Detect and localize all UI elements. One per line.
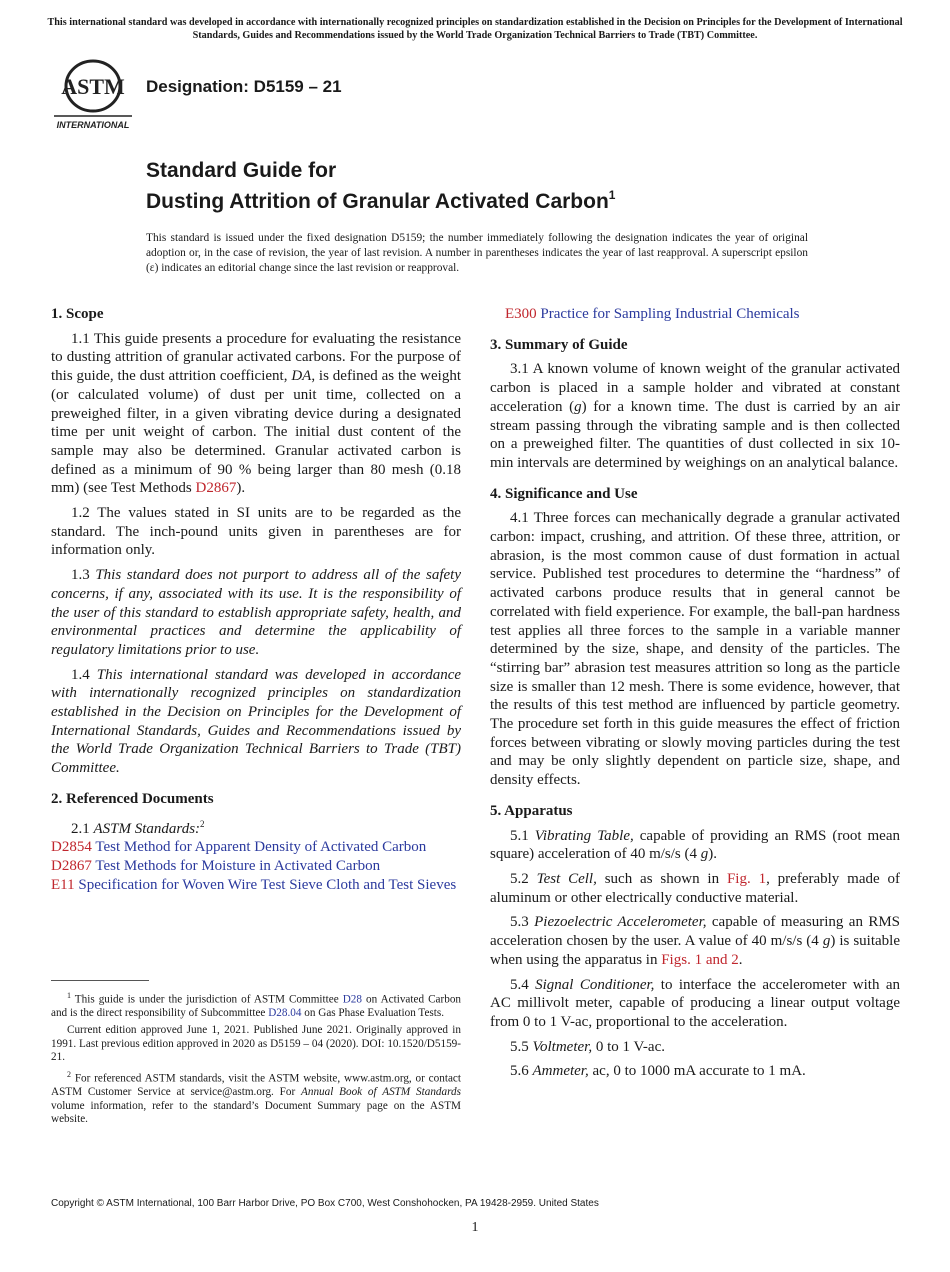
footnotes — [51, 980, 461, 1130]
scope-1-1: 1.1 This guide presents a procedure for evaluating the resistance to dusting attrition of granular activated carbons. For the purpose of this guide, the dust attrition coefficient, DA, is defined as the weight (or calculated volume) of dust per unit time, collected on a preweighed filter, in a given vibrating device during a designated time per unit weight of carbon. The initial dust content of the sample may also be determined. Granular activated carbon is defined as a minimum of 90 % being larger than 80 mesh (0.18 mm) (see Test Methods D2867). — [51, 330, 461, 497]
summary-heading: 3. Summary of Guide — [490, 336, 628, 353]
footnote-1-edition: Current edition approved June 1, 2021. Published June 2021. Originally approved in 1991. Last previous edition approved in 2020 as D5159 – 04 (2020). DOI: 10.1520/D5159-21. — [51, 1023, 461, 1064]
copyright: Copyright © ASTM International, 100 Barr Harbor Drive, PO Box C700, West Conshohocken, PA 19428-2959. United States — [51, 1198, 599, 1209]
ref-d2867[interactable]: D2867 Test Methods for Moisture in Activated Carbon — [51, 857, 381, 874]
scope-1-2: 1.2 The values stated in SI units are to be regarded as the standard. The inch-pound units given in parentheses are for information only. — [51, 505, 461, 559]
footnote-1: $^1$ This guide is under the jurisdiction of ASTM Committee D28 on Activated Carbon and is the direct responsibility of Subcommittee D28.04 on Gas Phase Evaluation Tests. — [51, 991, 462, 1020]
left-column — [51, 305, 461, 906]
scope-heading: 1. Scope — [51, 306, 104, 322]
section-significance — [490, 485, 900, 790]
designation: Designation: D5159 – 21 — [146, 77, 342, 96]
referenced-heading: 2. Referenced Documents — [51, 790, 214, 807]
section-scope — [51, 305, 461, 778]
title-line-1: Standard Guide for — [146, 159, 337, 182]
apparatus-5-4: 5.4 Signal Conditioner, to interface the accelerometer with an AC millivolt meter, capable of producing a linear output voltage from 0 to 1 V-ac, proportional to the acceleration. — [490, 976, 900, 1030]
title-line-2: Dusting Attrition of Granular Activated Carbon$^1$ — [146, 188, 616, 213]
significance-heading: 4. Significance and Use — [490, 485, 638, 502]
ref-d2854[interactable]: D2854 Test Method for Apparent Density of Activated Carbon — [51, 839, 427, 856]
apparatus-5-2: 5.2 Test Cell, such as shown in Fig. 1, preferably made of aluminum or other electrically conductive material. — [490, 870, 900, 906]
footnote-rule — [51, 980, 149, 981]
scope-1-3: 1.3 This standard does not purport to address all of the safety concerns, if any, associated with its use. It is the responsibility of the user of this standard to establish appropriate safety, health, and environmental practices and determine the applicability of regulatory limitations prior to use. — [51, 567, 462, 658]
scope-1-4: 1.4 This international standard was developed in accordance with internationally recognized principles on standardization established in the Decision on Principles for the Development of International Standards, Guides and Recommendations issued by the World Trade Organization Technical Barriers to Trade (TBT) Committee. — [51, 666, 462, 777]
page-number: 1 — [471, 1220, 479, 1235]
section-summary — [490, 336, 900, 473]
apparatus-5-1: 5.1 Vibrating Table, capable of providing an RMS (root mean square) acceleration of 40 m/s/s (4 g). — [490, 827, 900, 863]
link-fig-1[interactable]: Fig. 1 — [726, 870, 767, 887]
footnote-2: $^2$ For referenced ASTM standards, visit the ASTM website, www.astm.org, or contact ASTM Customer Service at service@astm.org. For Annual Book of ASTM Standards volume information, refer to the standard’s Document Summary page on the ASTM website. — [51, 1069, 461, 1126]
link-d28-04[interactable]: D28.04 — [268, 1007, 302, 1020]
title-footnote-mark: 1 — [608, 188, 616, 202]
section-referenced — [51, 790, 461, 895]
document-title — [146, 158, 615, 214]
astm-logo-icon — [52, 58, 134, 132]
link-d2867[interactable]: D2867 — [195, 480, 237, 497]
issued-note: This standard is issued under the fixed designation D5159; the number immediately following the designation indicates the year of original adoption or, in the case of revision, the year of last revision. A number in parentheses indicates the year of last reapproval. A superscript epsilon (ε) indicates an editorial change since the last revision or reapproval. — [146, 232, 808, 274]
logo-sub: INTERNATIONAL — [56, 120, 130, 130]
significance-4-1: 4.1 Three forces can mechanically degrade a granular activated carbon: impact, crushing, and attrition. Of these three, attrition, or abrasion, is the most common cause of dust formation in actual service. Published test procedures to determine the “hardness” of activated carbons produce results that in general cannot be correlated with field experience. For example, the ball-pan hardness test applies all three forces to the sample in a variable manner determined by the size, shape, and density of the particles. The “stirring bar” abrasion test measures attrition so long as the particle size is smaller than 12 mesh. There is some evidence, however, that the results of this test method are influenced by particle geometry. The procedure set forth in this guide measures the effect of friction forces between vibrating or slowly moving particles during the test and may be only slightly dependent on particle size, shape, and density effects. — [490, 510, 900, 789]
link-d28[interactable]: D28 — [342, 993, 362, 1006]
section-apparatus — [490, 802, 900, 1081]
ref-e300-block — [490, 305, 900, 324]
apparatus-heading: 5. Apparatus — [490, 802, 573, 819]
right-column — [490, 305, 900, 1093]
ref-e11[interactable]: E11 Specification for Woven Wire Test Sieve Cloth and Test Sieves — [51, 876, 457, 893]
logo-mark: ASTM — [61, 74, 125, 99]
astm-standards-label: 2.1 ASTM Standards:$^2$ — [71, 818, 205, 837]
astm-logo — [52, 58, 134, 132]
apparatus-5-5: 5.5 Voltmeter, 0 to 1 V-ac. — [510, 1038, 665, 1055]
apparatus-5-6: 5.6 Ammeter, ac, 0 to 1000 mA accurate to 1 mA. — [510, 1063, 806, 1080]
summary-3-1: 3.1 A known volume of known weight of the granular activated carbon is placed in a sample holder and vibrated at constant acceleration (g) for a known time. The dust is carried by an air stream passing through the vibrating sample and is then collected on a preweighed filter. The quantities of dust collected in six 10-min intervals are determined by weighings on an analytical balance. — [490, 361, 900, 471]
tbt-notice: This international standard was developed in accordance with internationally recognized principles on standardization established in the Decision on Principles for the Development of International Standards, Guides and Recommendations issued by the World Trade Organization Technical Barriers to Trade (TBT) Committee. — [47, 17, 903, 41]
apparatus-5-3: 5.3 Piezoelectric Accelerometer, capable of measuring an RMS acceleration chosen by the user. A value of 40 m/s/s (4 g) is suitable when using the apparatus in Figs. 1 and 2. — [490, 914, 900, 968]
ref-e300[interactable]: E300 Practice for Sampling Industrial Chemicals — [505, 306, 800, 322]
link-figs-1-2[interactable]: Figs. 1 and 2 — [661, 951, 739, 968]
